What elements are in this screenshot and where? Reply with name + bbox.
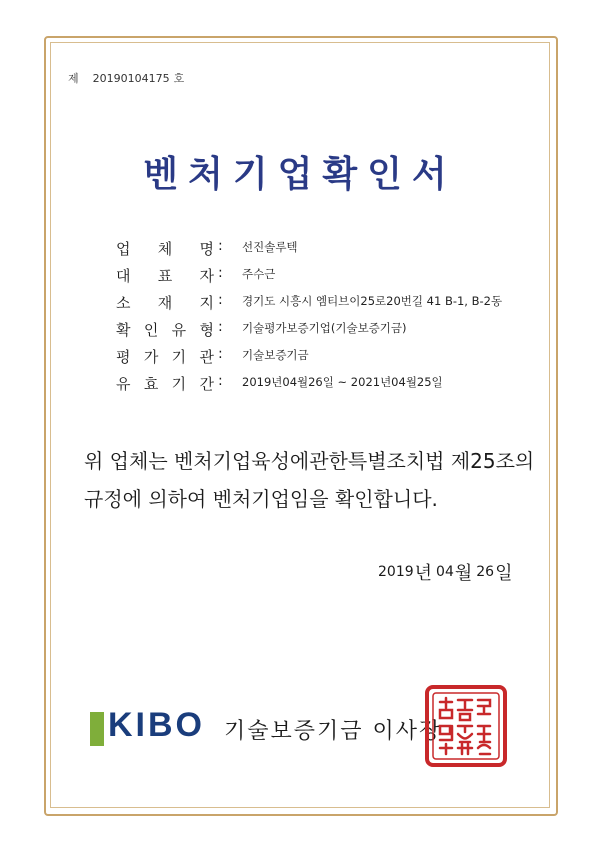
date-month: 04: [436, 564, 454, 580]
field-label-char: 체: [157, 240, 173, 258]
field-value-validity: 2019년04월26일 ~ 2021년04월25일: [242, 375, 443, 389]
field-label-char: 관: [199, 348, 214, 366]
field-value-company: 선진솔루텍: [242, 240, 298, 254]
certificate-number: [68, 70, 184, 86]
certificate-number-prefix: 제: [68, 72, 79, 85]
date-year: 2019: [378, 564, 414, 580]
field-label-char: 재: [157, 294, 173, 312]
field-label-evaluator: [116, 346, 214, 367]
field-label-char: 대: [116, 267, 131, 285]
field-colon: :: [218, 346, 223, 362]
field-label-char: 평: [116, 348, 131, 366]
field-label-char: 유: [171, 321, 187, 339]
date-year-unit: 년: [414, 563, 433, 584]
field-value-confirmation-type: 기술평가보증기업(기술보증기금): [242, 321, 407, 335]
issuer-name: 기술보증기금 이사장: [224, 719, 443, 744]
field-colon: :: [218, 265, 223, 281]
field-label-confirmation-type: [116, 319, 214, 340]
field-value-representative: 주수근: [242, 267, 276, 281]
field-label-char: 기: [171, 375, 187, 393]
field-colon: :: [218, 292, 223, 308]
field-label-char: 표: [157, 267, 173, 285]
official-seal-icon: [424, 684, 508, 768]
certificate-number-suffix: 호: [173, 72, 185, 85]
certificate-number-value: 20190104175: [92, 72, 170, 85]
date-day: 26: [476, 564, 495, 580]
issue-date: [378, 556, 516, 582]
certificate-title: 벤처기업확인서: [143, 153, 457, 195]
field-label-company: [116, 238, 214, 259]
field-colon: :: [218, 319, 223, 335]
field-value-address: 경기도 시흥시 엠티브이25로20번길 41 B-1, B-2동: [242, 294, 503, 308]
body-line-1: 위 업체는 벤처기업육성에관한특별조치법 제25조의: [84, 449, 535, 473]
field-label-char: 자: [199, 267, 214, 285]
body-line-2: 규정에 의하여 벤처기업임을 확인합니다.: [84, 487, 438, 511]
field-label-validity: [116, 373, 214, 394]
field-label-char: 인: [143, 321, 159, 339]
field-label-char: 기: [171, 348, 187, 366]
field-label-char: 지: [199, 294, 214, 312]
field-label-char: 확: [116, 321, 131, 339]
field-label-char: 소: [116, 294, 131, 312]
field-label-address: [116, 292, 214, 313]
field-label-representative: [116, 265, 214, 286]
field-colon: :: [218, 373, 223, 389]
field-colon: :: [218, 238, 223, 254]
date-month-unit: 월: [454, 563, 473, 584]
date-day-unit: 일: [495, 563, 513, 584]
field-label-char: 명: [199, 240, 214, 258]
field-label-char: 간: [199, 375, 214, 393]
certificate-body: [84, 442, 544, 518]
field-label-char: 업: [116, 240, 131, 258]
field-label-char: 가: [143, 348, 159, 366]
field-label-char: 유: [116, 375, 131, 393]
field-value-evaluator: 기술보증기금: [242, 348, 309, 362]
kibo-logo: KIBO: [108, 706, 205, 744]
kibo-logo-bar: [90, 712, 104, 746]
field-label-char: 형: [199, 321, 214, 339]
field-label-char: 효: [143, 375, 159, 393]
